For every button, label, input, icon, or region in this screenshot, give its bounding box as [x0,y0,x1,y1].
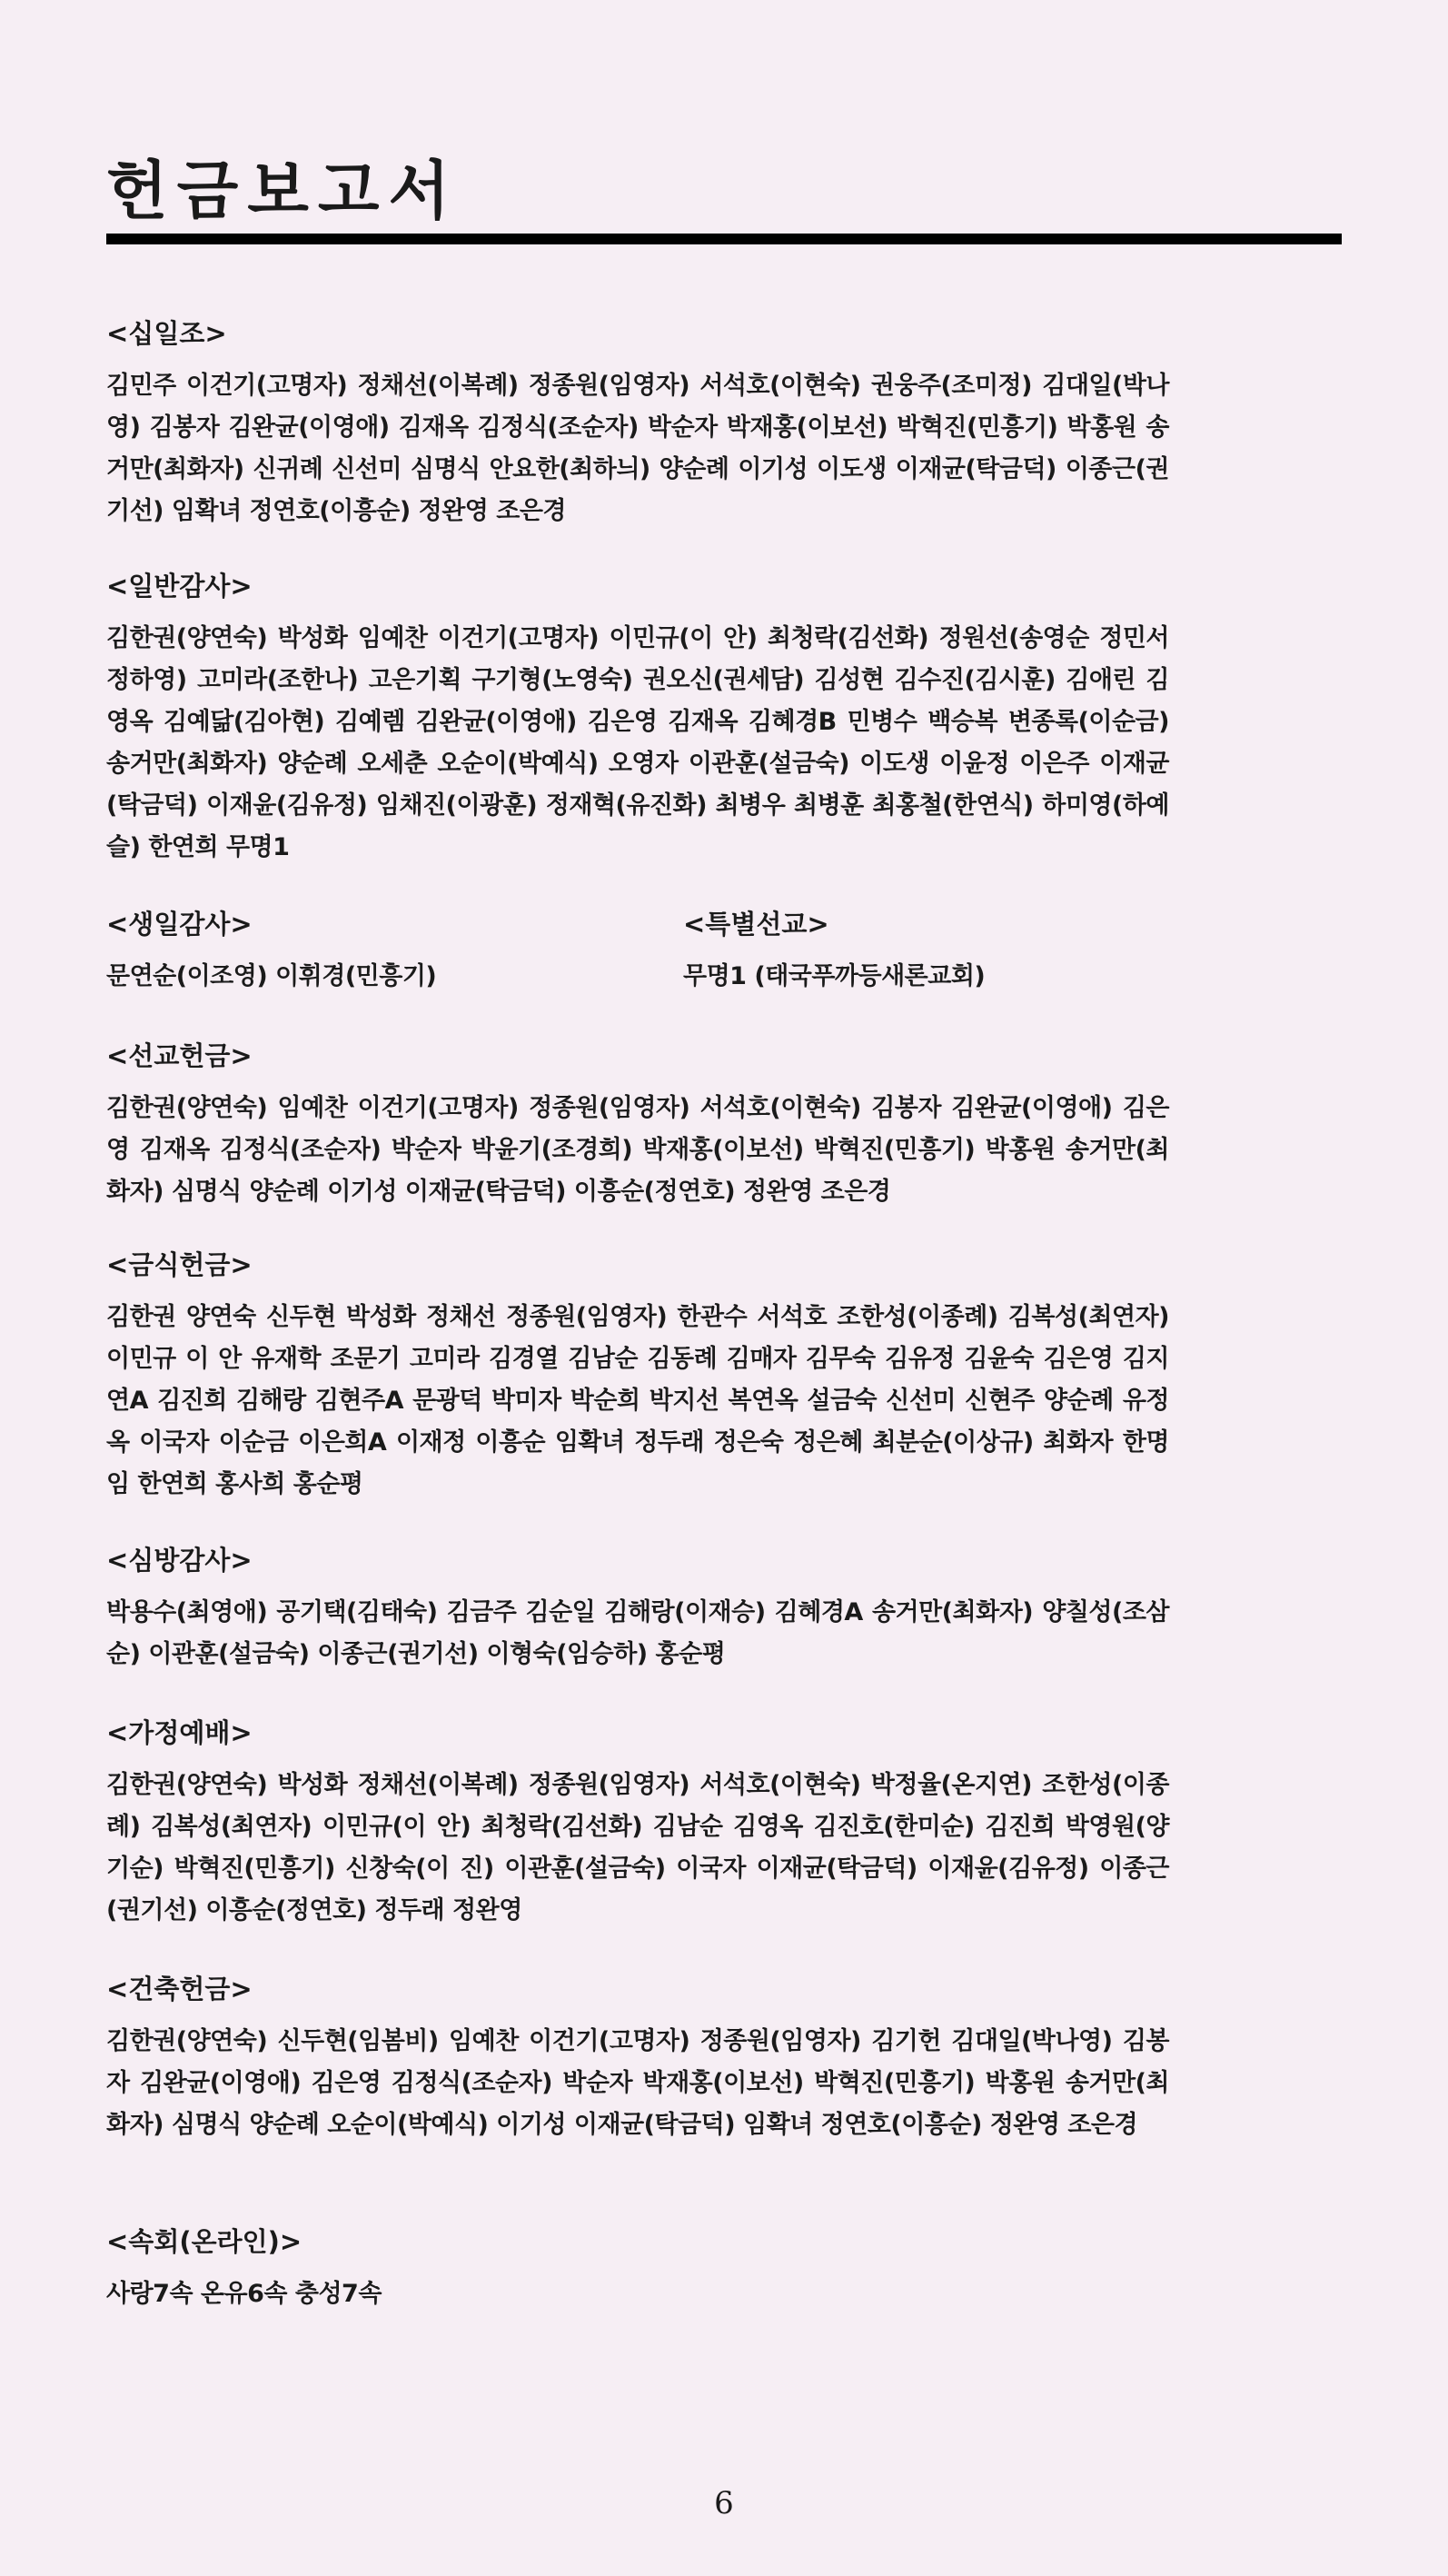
donor-list: 김한권 양연숙 신두현 박성화 정채선 정종원(임영자) 한관수 서석호 조한성(이종례) 김복성(최연자) 이민규 이 안 유재학 조문기 고미라 김경열 김남순 김동례 김매자 김무숙 김유정 김윤숙 김은영 김지연A 김진희 김해랑 김현주A 문광덕 박미자 박순희 박지선 복연옥 설금숙 신선미 신현주 양순례 유정옥 이국자 이순금 이은희A 이재정 이흥순 임확녀 정두래 정은숙 정은혜 최분순(이상규) 최화자 한명임 한연희 홍사희 홍순평 [106,1303,1169,1498]
section-heading: <특별선교> [683,909,829,940]
section-teukbyeol [683,909,1192,998]
section-sokhoe [106,2226,1169,2315]
donor-list: 김한권(양연숙) 박성화 임예찬 이건기(고명자) 이민규(이 안) 최청락(김선화) 정원선(송영순 정민서 정하영) 고미라(조한나) 고은기획 구기형(노영숙) 권오신(권세담) 김성현 김수진(김시훈) 김애린 김영옥 김예닮(김아현) 김예렘 김완균(이영애) 김은영 김재옥 김혜경B 민병수 백승복 변종록(이순금) 송거만(최화자) 양순례 오세춘 오순이(박예식) 오영자 이관훈(설금숙) 이도생 이윤정 이은주 이재균(탁금덕) 이재윤(김유정) 임채진(이광훈) 정재혁(유진화) 최병우 최병훈 최홍철(한연식) 하미영(하예슬) 한연희 무명1 [106,624,1169,861]
section-sipiljo [106,318,1169,532]
section-heading: <십일조> [106,318,227,349]
donor-list: 무명1 (태국푸까등새론교회) [683,962,986,990]
donor-list: 박용수(최영애) 공기택(김태숙) 김금주 김순일 김해랑(이재승) 김혜경A 송거만(최화자) 양칠성(조삼순) 이관훈(설금숙) 이종근(권기선) 이형숙(임승하) 홍순평 [106,1598,1169,1668]
section-seongyo [106,1040,1169,1213]
section-heading: <선교헌금> [106,1040,253,1071]
section-heading: <속회(온라인)> [106,2226,302,2257]
section-geonchuk [106,1974,1169,2146]
section-saengil [106,909,633,998]
section-heading: <가정예배> [106,1717,253,1748]
section-heading: <건축헌금> [106,1974,253,2004]
donor-list: 김한권(양연숙) 임예찬 이건기(고명자) 정종원(임영자) 서석호(이현숙) 김봉자 김완균(이영애) 김은영 김재옥 김정식(조순자) 박순자 박윤기(조경희) 박재홍(이보선) 박혁진(민흥기) 박홍원 송거만(최화자) 심명식 양순례 이기성 이재균(탁금덕) 이흥순(정연호) 정완영 조은경 [106,1094,1169,1206]
section-heading: <심방감사> [106,1545,253,1576]
section-heading: <금식헌금> [106,1249,253,1280]
page-number: 6 [714,2485,734,2521]
donor-list: 문연순(이조영) 이휘경(민흥기) [106,962,437,990]
section-geumsik [106,1249,1169,1506]
donor-list: 김한권(양연숙) 박성화 정채선(이복례) 정종원(임영자) 서석호(이현숙) 박정율(온지연) 조한성(이종례) 김복성(최연자) 이민규(이 안) 최청락(김선화) 김남순 김영옥 김진호(한미순) 김진희 박영원(양기순) 박혁진(민흥기) 신창숙(이 진) 이관훈(설금숙) 이국자 이재균(탁금덕) 이재윤(김유정) 이종근(권기선) 이흥순(정연호) 정두래 정완영 [106,1771,1169,1925]
section-gajeong [106,1717,1169,1932]
donor-list: 사랑7속 온유6속 충성7속 [106,2280,382,2308]
page-title: 헌금보고서 [106,154,460,228]
section-heading: <생일감사> [106,909,253,940]
title-underline [106,234,1342,244]
section-simbang [106,1545,1169,1676]
section-ilban [106,571,1169,869]
section-heading: <일반감사> [106,571,253,602]
donor-list: 김한권(양연숙) 신두현(임봄비) 임예찬 이건기(고명자) 정종원(임영자) 김기헌 김대일(박나영) 김봉자 김완균(이영애) 김은영 김정식(조순자) 박순자 박재홍(이보선) 박혁진(민흥기) 박홍원 송거만(최화자) 심명식 양순례 오순이(박예식) 이기성 이재균(탁금덕) 임확녀 정연호(이흥순) 정완영 조은경 [106,2027,1169,2139]
donor-list: 김민주 이건기(고명자) 정채선(이복례) 정종원(임영자) 서석호(이현숙) 권웅주(조미정) 김대일(박나영) 김봉자 김완균(이영애) 김재옥 김정식(조순자) 박순자 박재홍(이보선) 박혁진(민흥기) 박홍원 송거만(최화자) 신귀례 신선미 심명식 안요한(최하늬) 양순례 이기성 이도생 이재균(탁금덕) 이종근(권기선) 임확녀 정연호(이흥순) 정완영 조은경 [106,372,1169,525]
